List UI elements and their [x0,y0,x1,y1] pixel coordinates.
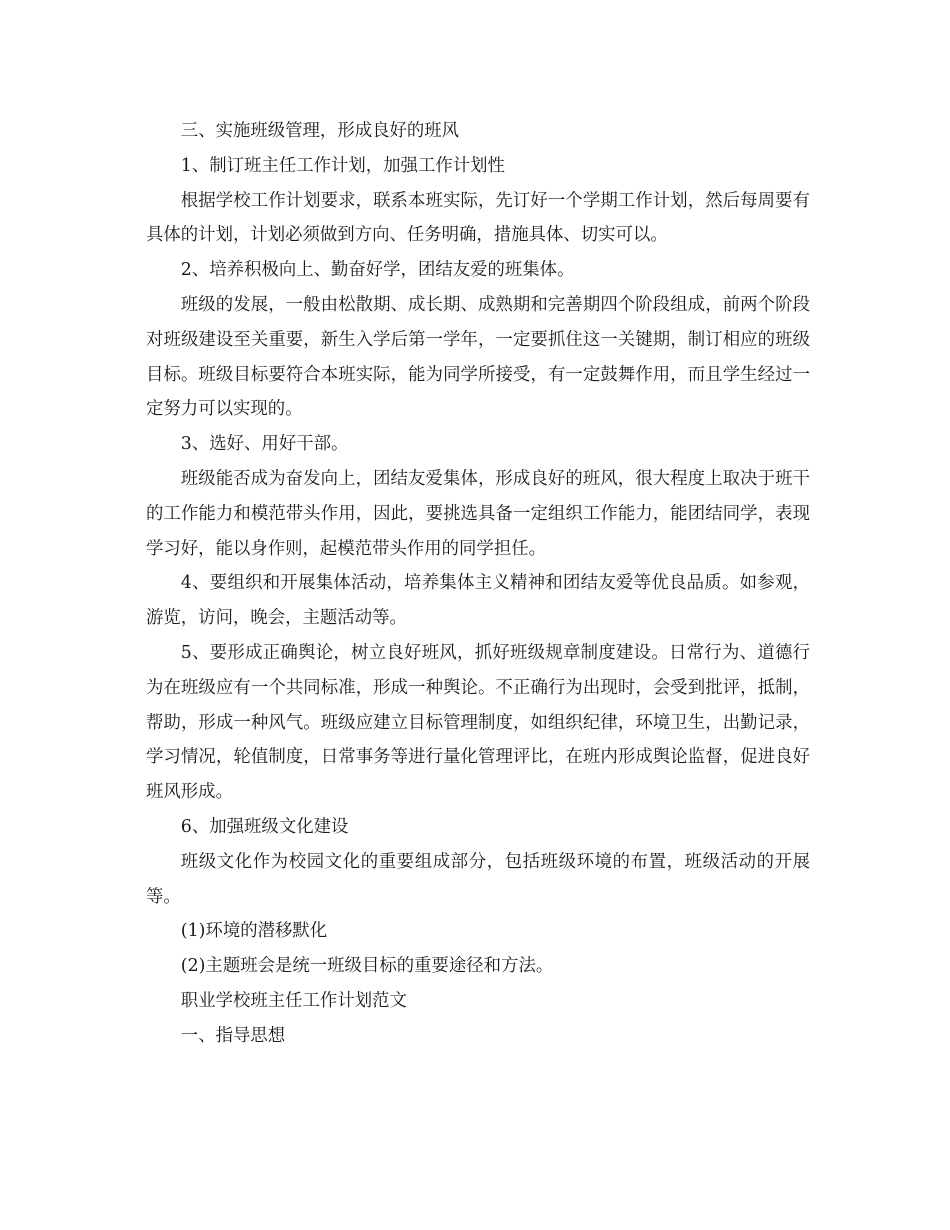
document-body [146,114,810,1054]
subsection-heading: 1、制订班主任工作计划，加强工作计划性 [180,155,505,176]
subsection-heading: 2、培养积极向上、勤奋好学，团结友爱的班集体。 [180,260,575,281]
body-paragraph: 班级文化作为校园文化的重要组成部分，包括班级环境的布置，班级活动的开展等。 [146,851,810,907]
body-paragraph: 根据学校工作计划要求，联系本班实际，先订好一个学期工作计划，然后每周要有具体的计划，计划必须做到方向、任务明确，措施具体、切实可以。 [146,190,810,246]
document-title: 职业学校班主任工作计划范文 [180,990,407,1011]
section-heading: 一、指导思想 [180,1025,286,1046]
body-paragraph: 4、要组织和开展集体活动，培养集体主义精神和团结友爱等优良品质。如参观，游览，访问，晚会，主题活动等。 [146,573,810,629]
subsection-heading: 6、加强班级文化建设 [180,816,349,837]
body-paragraph: 班级能否成为奋发向上，团结友爱集体，形成良好的班风，很大程度上取决于班干的工作能力和模范带头作用，因此，要挑选具备一定组织工作能力，能团结同学，表现学习好，能以身作则，起模范带头作用的同学担任。 [146,468,810,559]
list-item: (1)环境的潜移默化 [180,921,328,942]
section-heading: 三、实施班级管理，形成良好的班风 [180,121,460,141]
body-paragraph: 5、要形成正确舆论，树立良好班风，抓好班级规章制度建设。日常行为、道德行为在班级应有一个共同标准，形成一种舆论。不正确行为出现时，会受到批评，抵制，帮助，形成一种风气。班级应建立目标管理制度，如组织纪律，环境卫生，出勤记录，学习情况，轮值制度，日常事务等进行量化管理评比，在班内形成舆论监督，促进良好班风形成。 [146,642,810,803]
list-item: (2)主题班会是统一班级目标的重要途径和方法。 [180,956,554,977]
subsection-heading: 3、选好、用好干部。 [180,434,349,455]
body-paragraph: 班级的发展，一般由松散期、成长期、成熟期和完善期四个阶段组成，前两个阶段对班级建设至关重要，新生入学后第一学年，一定要抓住这一关键期，制订相应的班级目标。班级目标要符合本班实际，能为同学所接受，有一定鼓舞作用，而且学生经过一定努力可以实现的。 [146,294,810,420]
